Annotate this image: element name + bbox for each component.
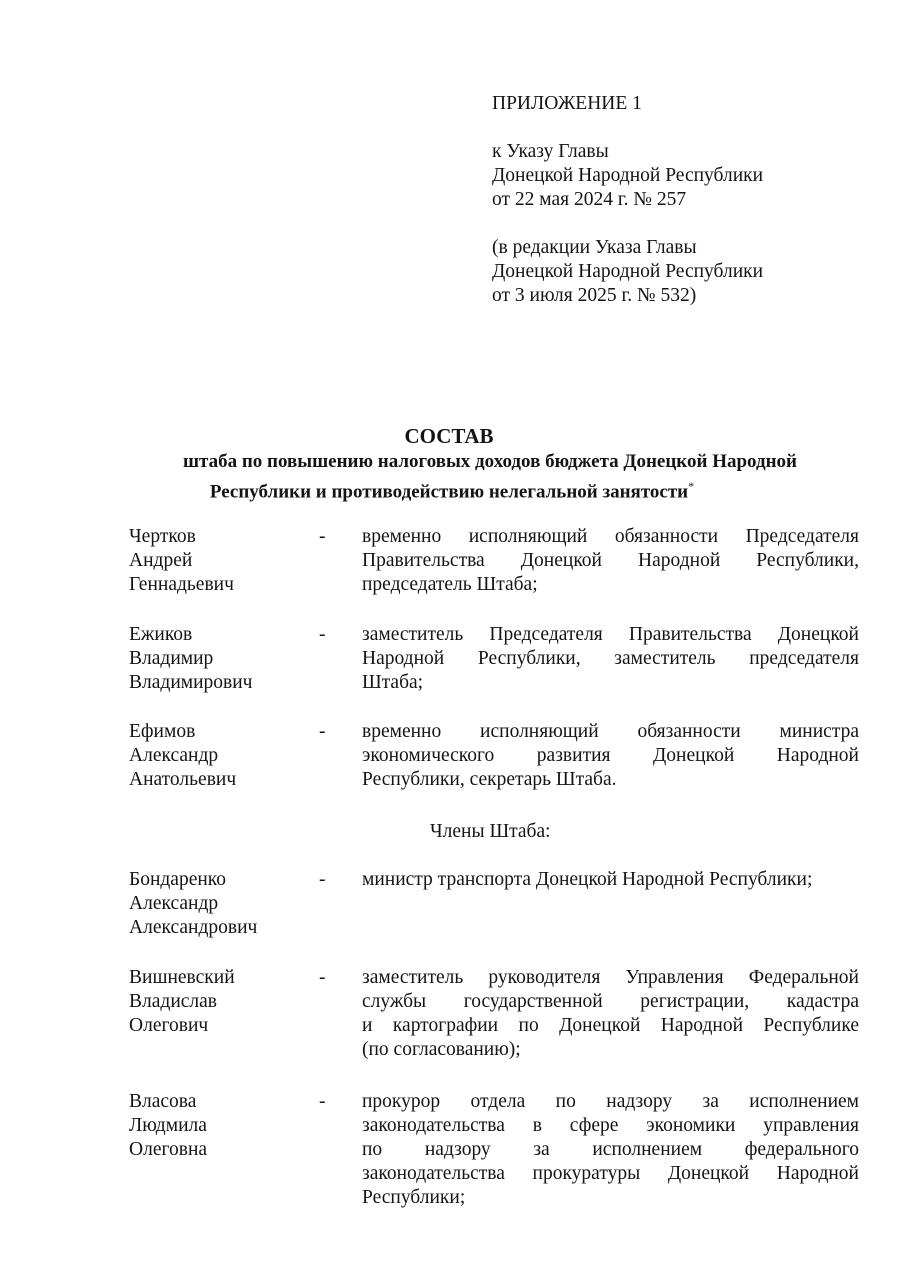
appendix-header <box>492 92 763 308</box>
person-name: Вишневский Владислав Олегович <box>129 967 235 1036</box>
decree-ref-line-1: к Указу Главы <box>492 141 609 162</box>
appendix-label: ПРИЛОЖЕНИЕ 1 <box>492 93 642 114</box>
dash: - <box>319 721 326 742</box>
person-name: Ежиков Владимир Владимирович <box>129 624 253 693</box>
person-role: министр транспорта Донецкой Народной Республики; <box>362 869 813 890</box>
person-name: Чертков Андрей Геннадьевич <box>129 526 234 595</box>
person-name: Власова Людмила Олеговна <box>129 1091 208 1160</box>
person-name: Ефимов Александр Анатольевич <box>129 721 237 790</box>
document-subtitle-line-1: штаба по повышению налоговых доходов бюджета Донецкой Народной <box>183 451 797 472</box>
decree-ref-line-3: от 22 мая 2024 г. № 257 <box>492 189 687 210</box>
edition-line-3: от 3 июля 2025 г. № 532) <box>492 285 697 306</box>
dash: - <box>319 526 326 547</box>
person-role: временно исполняющий обязанности Председателя Правительства Донецкой Народной Республики, председатель Штаба; <box>362 526 859 595</box>
dash: - <box>319 967 326 988</box>
dash: - <box>319 624 326 645</box>
members-heading: Члены Штаба: <box>430 821 551 842</box>
person-role: заместитель Председателя Правительства Донецкой Народной Республики, заместитель председателя Штаба; <box>362 624 859 693</box>
footnote-mark: * <box>688 479 695 493</box>
dash: - <box>319 869 326 890</box>
edition-line-1: (в редакции Указа Главы <box>492 237 697 258</box>
edition-line-2: Донецкой Народной Республики <box>492 261 764 282</box>
person-name: Бондаренко Александр Александрович <box>129 869 258 938</box>
person-role: временно исполняющий обязанности министра экономического развития Донецкой Народной Республики, секретарь Штаба. <box>362 721 859 790</box>
person-role: прокурор отдела по надзору за исполнением законодательства в сфере экономики управления по надзору за исполнением федерального законодательства прокуратуры Донецкой Народной Республики; <box>362 1091 859 1208</box>
document-title: СОСТАВ <box>404 424 494 448</box>
decree-ref-line-2: Донецкой Народной Республики <box>492 165 764 186</box>
dash: - <box>319 1091 326 1112</box>
subtitle-text: Республики и противодействию нелегальной занятости <box>209 481 689 503</box>
person-role: заместитель руководителя Управления Федеральной службы государственной регистрации, кадастра и картографии по Донецкой Народной Республике (по согласованию); <box>362 967 859 1060</box>
document-subtitle-line-2 <box>0 474 904 504</box>
